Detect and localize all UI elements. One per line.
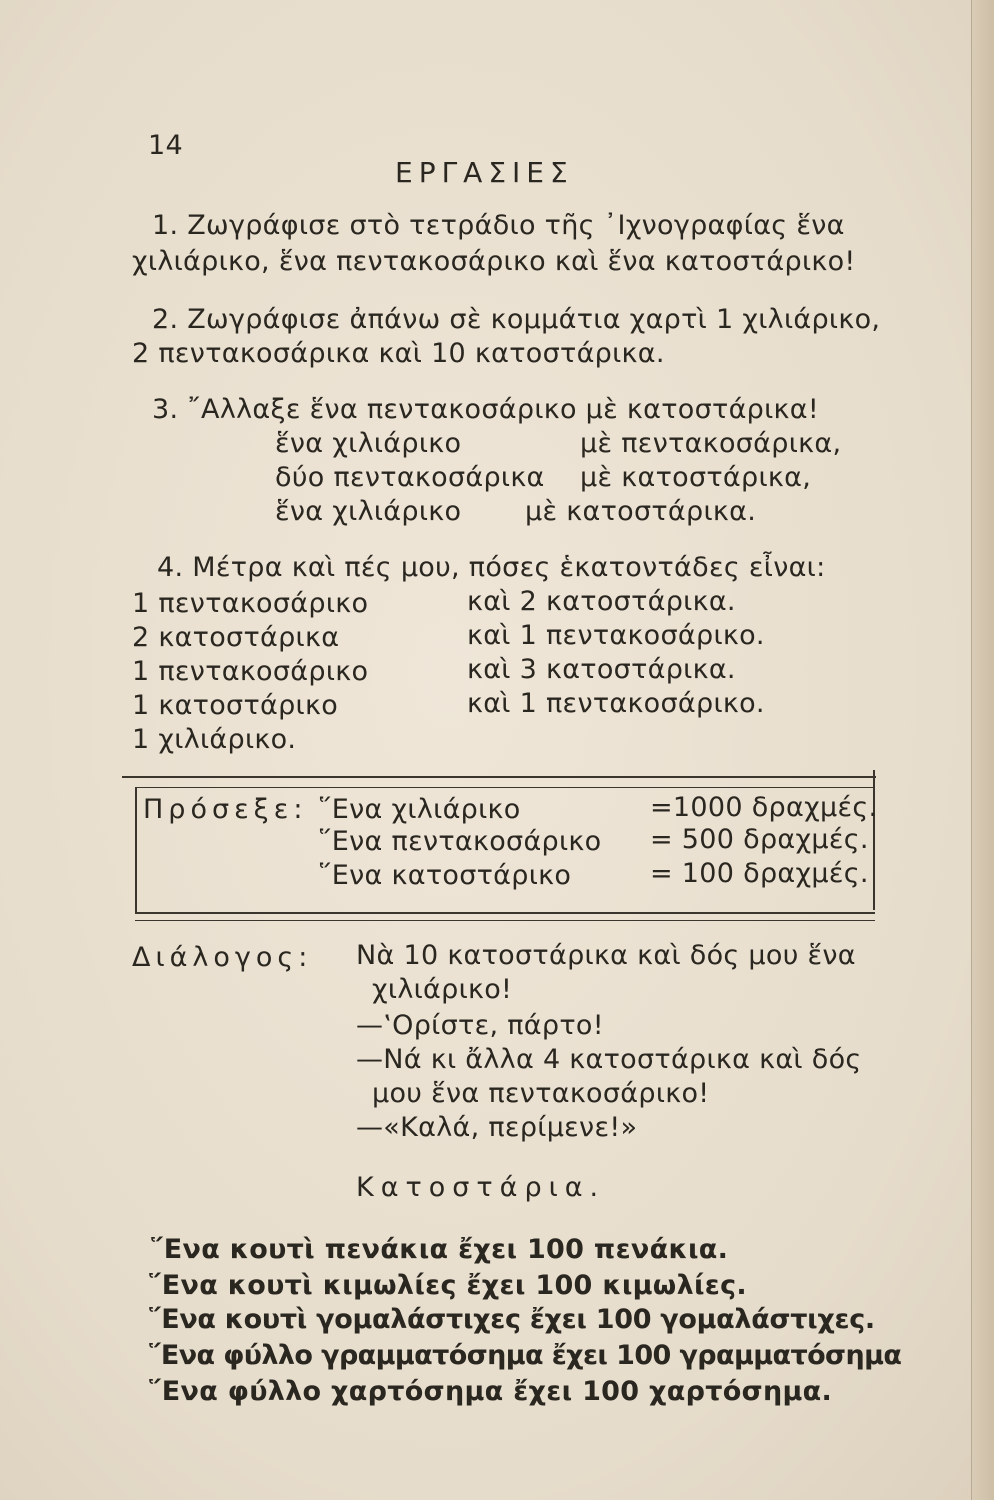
box-top-rule <box>122 776 876 778</box>
box-top-rule-inner <box>135 787 875 788</box>
exercise-3-row-3-left: ἕνα χιλιάρικο <box>275 496 462 527</box>
box-left-rule <box>135 787 137 914</box>
exercise-3-row-1-left: ἕνα χιλιάρικο <box>275 428 462 459</box>
exercise-3-row-3-right: μὲ κατοστάρικα. <box>525 496 757 527</box>
exercise-1-line-1: 1. Ζωγράφισε στὸ τετράδιο τῆς ᾿Ιχνογραφίας ἕνα <box>152 210 845 241</box>
exercise-4-row-4-left: 1 κατοστάρικο <box>132 690 339 721</box>
dialogue-line-3: —‛Ορίστε, πάρτο! <box>356 1010 604 1041</box>
attention-value-2: = 500 δραχμές. <box>650 824 869 855</box>
dialogue-line-2: χιλιάρικο! <box>372 974 513 1005</box>
exercise-3-row-2-left: δύο πεντακοσάρικα <box>275 462 545 493</box>
exercise-1-line-2: χιλιάρικο, ἕνα πεντακοσάρικο καὶ ἕνα κατοστάρικο! <box>132 246 856 277</box>
exercise-4-row-4-right: καὶ 1 πεντακοσάρικο. <box>467 688 765 719</box>
hundreds-line-5: ῞Ενα φύλλο χαρτόσημα ἔχει 100 χαρτόσημα. <box>148 1376 833 1407</box>
attention-label: Πρόσεξε: <box>143 794 308 825</box>
exercise-4-row-2-left: 2 κατοστάρικα <box>132 622 340 653</box>
exercise-4-line-1: 4. Μέτρα καὶ πές μου, πόσες ἑκατοντάδες εἶναι: <box>157 552 826 583</box>
dialogue-line-4: —Νά κι ἄλλα 4 κατοστάρικα καὶ δός <box>356 1044 862 1075</box>
exercise-4-row-3-left: 1 πεντακοσάρικο <box>132 656 369 687</box>
box-bottom-rule <box>135 912 875 914</box>
attention-item-1: ῞Ενα χιλιάρικο <box>318 794 521 825</box>
exercise-4-row-1-left: 1 πεντακοσάρικο <box>132 588 369 619</box>
exercise-2-line-1: 2. Ζωγράφισε ἀπάνω σὲ κομμάτια χαρτὶ 1 χιλιάρικο, <box>152 304 881 335</box>
exercise-3-line-1: 3. ῎Αλλαξε ἕνα πεντακοσάρικο μὲ κατοστάρικα! <box>152 394 819 425</box>
dialogue-line-1: Νὰ 10 κατοστάρικα καὶ δός μου ἕνα <box>356 940 856 971</box>
hundreds-heading: Κατοστάρια. <box>356 1172 606 1203</box>
hundreds-line-4: ῞Ενα φύλλο γραμματόσημα ἔχει 100 γραμματόσημα <box>148 1340 902 1371</box>
exercise-4-row-1-right: καὶ 2 κατοστάρικα. <box>467 586 736 617</box>
exercise-3-row-1-right: μὲ πεντακοσάρικα, <box>580 428 842 459</box>
dialogue-label: Διάλογος: <box>132 942 313 973</box>
box-right-rule <box>873 770 875 910</box>
exercise-3-row-2-right: μὲ κατοστάρικα, <box>580 462 812 493</box>
dialogue-line-6: —«Καλά, περίμενε!» <box>356 1112 638 1143</box>
exercise-4-row-2-right: καὶ 1 πεντακοσάρικο. <box>467 620 765 651</box>
box-bottom-rule-inner <box>135 920 875 921</box>
hundreds-line-1: ῞Ενα κουτὶ πενάκια ἔχει 100 πενάκια. <box>150 1234 729 1265</box>
exercise-4-row-3-right: καὶ 3 κατοστάρικα. <box>467 654 736 685</box>
exercise-2-line-2: 2 πεντακοσάρικα καὶ 10 κατοστάρικα. <box>132 338 665 369</box>
exercise-4-last-line: 1 χιλιάρικο. <box>132 724 297 755</box>
page-number: 14 <box>148 130 183 161</box>
page-edge <box>971 0 994 1500</box>
attention-value-3: = 100 δραχμές. <box>650 858 869 889</box>
dialogue-line-5: μου ἕνα πεντακοσάρικο! <box>372 1078 710 1109</box>
attention-value-1: =1000 δραχμές. <box>650 792 878 823</box>
page-title: ΕΡΓΑΣΙΕΣ <box>395 156 574 189</box>
attention-item-2: ῞Ενα πεντακοσάρικο <box>318 826 602 857</box>
hundreds-line-2: ῞Ενα κουτὶ κιμωλίες ἔχει 100 κιμωλίες. <box>148 1270 747 1301</box>
hundreds-line-3: ῞Ενα κουτὶ γομαλάστιχες ἔχει 100 γομαλάστιχες. <box>148 1304 875 1335</box>
attention-item-3: ῞Ενα κατοστάρικο <box>318 860 572 891</box>
